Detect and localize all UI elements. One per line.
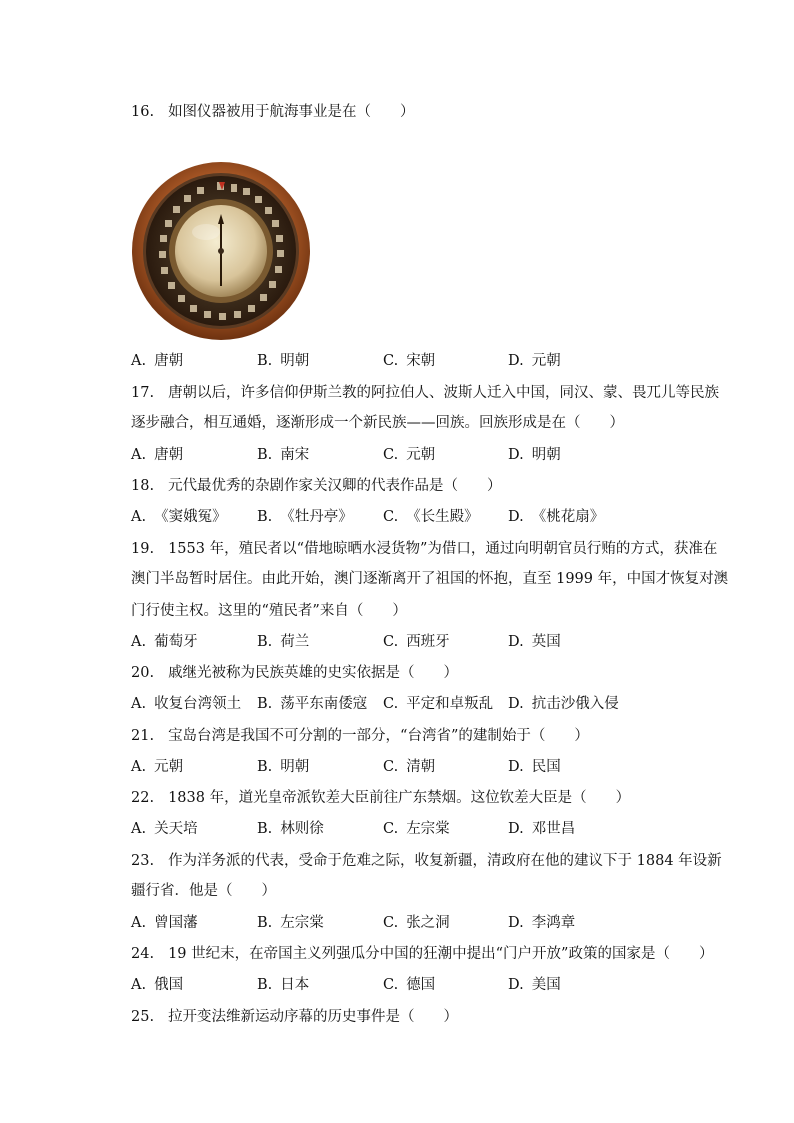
option-c[interactable]: C. 张之洞 [383,915,450,931]
question-16-line-1: 16. 如图仪器被用于航海事业是在（ ） [131,104,415,120]
question-17-line-2: 逐步融合，相互通婚，逐渐形成一个新民族——回族。回族形成是在（ ） [131,415,624,431]
question-20-line-1: 20. 戚继光被称为民族英雄的史实依据是（ ） [131,665,459,681]
option-d[interactable]: D. 邓世昌 [508,821,576,837]
option-c[interactable]: C. 元朝 [383,447,436,463]
compass-image [131,160,311,343]
question-20-options [131,694,731,714]
option-b[interactable]: B. 林则徐 [257,821,324,837]
option-c[interactable]: C. 《长生殿》 [383,509,479,525]
question-18-line-1: 18. 元代最优秀的杂剧作家关汉卿的代表作品是（ ） [131,478,502,494]
option-d[interactable]: D. 抗击沙俄入侵 [508,696,619,712]
option-b[interactable]: B. 荷兰 [257,634,310,650]
question-23-line-1: 23. 作为洋务派的代表，受命于危难之际，收复新疆，清政府在他的建议下于 1884 年设新 [131,853,722,869]
option-b[interactable]: B. 左宗棠 [257,915,324,931]
option-c[interactable]: C. 左宗棠 [383,821,450,837]
question-22-options [131,819,731,839]
question-24-line-1: 24. 19 世纪末，在帝国主义列强瓜分中国的狂潮中提出“门户开放”政策的国家是（ ） [131,946,714,962]
option-c[interactable]: C. 德国 [383,977,436,993]
option-a[interactable]: A. 葡萄牙 [131,634,198,650]
question-18-options [131,507,731,527]
option-d[interactable]: D. 明朝 [508,447,561,463]
question-25-line-1: 25. 拉开变法维新运动序幕的历史事件是（ ） [131,1009,459,1025]
option-b[interactable]: B. 明朝 [257,353,310,369]
question-17-line-1: 17. 唐朝以后，许多信仰伊斯兰教的阿拉伯人、波斯人迁入中国，同汉、蒙、畏兀儿等民族 [131,385,720,401]
option-b[interactable]: B. 南宋 [257,447,310,463]
question-19-options [131,632,731,652]
option-b[interactable]: B. 荡平东南倭寇 [257,696,368,712]
question-16-options [131,351,731,371]
option-c[interactable]: C. 平定和卓叛乱 [383,696,494,712]
option-b[interactable]: B. 日本 [257,977,310,993]
option-a[interactable]: A. 唐朝 [131,447,184,463]
option-d[interactable]: D. 元朝 [508,353,561,369]
question-19-line-1: 19. 1553 年，殖民者以“借地晾晒水浸货物”为借口，通过向明朝官员行贿的方式，获准在 [131,541,718,557]
option-c[interactable]: C. 西班牙 [383,634,450,650]
question-22-line-1: 22. 1838 年，道光皇帝派钦差大臣前往广东禁烟。这位钦差大臣是（ ） [131,790,631,806]
option-a[interactable]: A. 俄国 [131,977,184,993]
option-d[interactable]: D. 李鸿章 [508,915,576,931]
option-a[interactable]: A. 收复台湾领土 [131,696,242,712]
option-a[interactable]: A. 关天培 [131,821,198,837]
option-a[interactable]: A. 曾国藩 [131,915,198,931]
question-21-line-1: 21. 宝岛台湾是我国不可分割的一部分，“台湾省”的建制始于（ ） [131,728,589,744]
option-a[interactable]: A. 元朝 [131,759,184,775]
option-a[interactable]: A. 《窦娥冤》 [131,509,227,525]
option-d[interactable]: D. 美国 [508,977,561,993]
question-19-line-3: 门行使主权。这里的“殖民者”来自（ ） [131,603,407,619]
option-d[interactable]: D. 民国 [508,759,561,775]
option-d[interactable]: D. 英国 [508,634,561,650]
question-23-options [131,913,731,933]
option-d[interactable]: D. 《桃花扇》 [508,509,605,525]
option-c[interactable]: C. 清朝 [383,759,436,775]
option-b[interactable]: B. 明朝 [257,759,310,775]
question-19-line-2: 澳门半岛暂时居住。由此开始，澳门逐渐离开了祖国的怀抱，直至 1999 年，中国才恢复对澳 [131,571,729,587]
question-23-line-2: 疆行省．他是（ ） [131,883,276,899]
option-b[interactable]: B. 《牡丹亭》 [257,509,353,525]
option-a[interactable]: A. 唐朝 [131,353,184,369]
option-c[interactable]: C. 宋朝 [383,353,436,369]
question-17-options [131,445,731,465]
question-24-options [131,975,731,995]
question-21-options [131,757,731,777]
